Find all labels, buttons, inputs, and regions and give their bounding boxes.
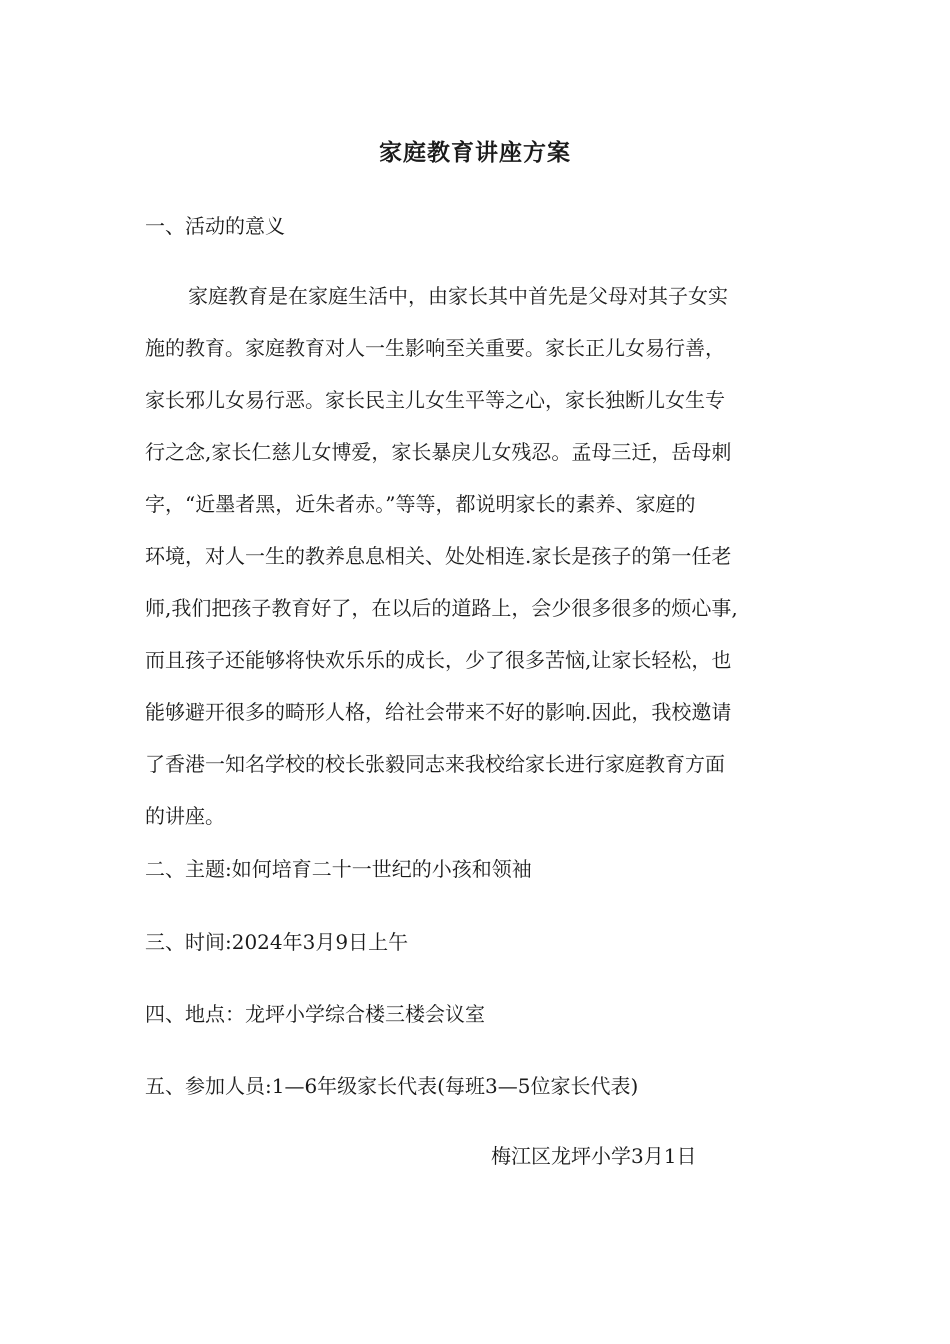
- paragraph-line: 环境，对人一生的教养息息相关、处处相连.家长是孩子的第一任老: [145, 544, 732, 568]
- paragraph-line: 行之念,家长仁慈儿女博爱，家长暴戾儿女残忍。孟母三迁，岳母刺: [145, 440, 732, 464]
- section-heading-significance: 一、活动的意义: [145, 214, 285, 238]
- section-theme: 二、主题:如何培育二十一世纪的小孩和领袖: [145, 857, 532, 881]
- document-title: 家庭教育讲座方案: [379, 139, 571, 166]
- section-time: 三、时间:2024年3月9日上午: [145, 930, 409, 954]
- paragraph-line: 的讲座。: [145, 804, 225, 828]
- signature-date: 梅江区龙坪小学3月1日: [491, 1144, 697, 1168]
- paragraph-line: 字，“近墨者黑，近朱者赤。”等等，都说明家长的素养、家庭的: [145, 492, 696, 516]
- section-participants: 五、参加人员:1—6年级家长代表(每班3—5位家长代表): [145, 1074, 639, 1098]
- paragraph-line: 了香港一知名学校的校长张毅同志来我校给家长进行家庭教育方面: [145, 752, 725, 776]
- paragraph-line: 而且孩子还能够将快欢乐乐的成长，少了很多苦恼,让家长轻松，也: [145, 648, 732, 672]
- paragraph-line: 能够避开很多的畸形人格，给社会带来不好的影响.因此，我校邀请: [145, 700, 732, 724]
- paragraph-line: 家庭教育是在家庭生活中，由家长其中首先是父母对其子女实: [188, 284, 728, 308]
- paragraph-line: 施的教育。家庭教育对人一生影响至关重要。家长正儿女易行善，: [145, 336, 725, 360]
- paragraph-line: 家长邪儿女易行恶。家长民主儿女生平等之心，家长独断儿女生专: [145, 388, 725, 412]
- section-location: 四、地点：龙坪小学综合楼三楼会议室: [145, 1002, 485, 1026]
- paragraph-line: 师,我们把孩子教育好了，在以后的道路上，会少很多很多的烦心事,: [145, 596, 738, 620]
